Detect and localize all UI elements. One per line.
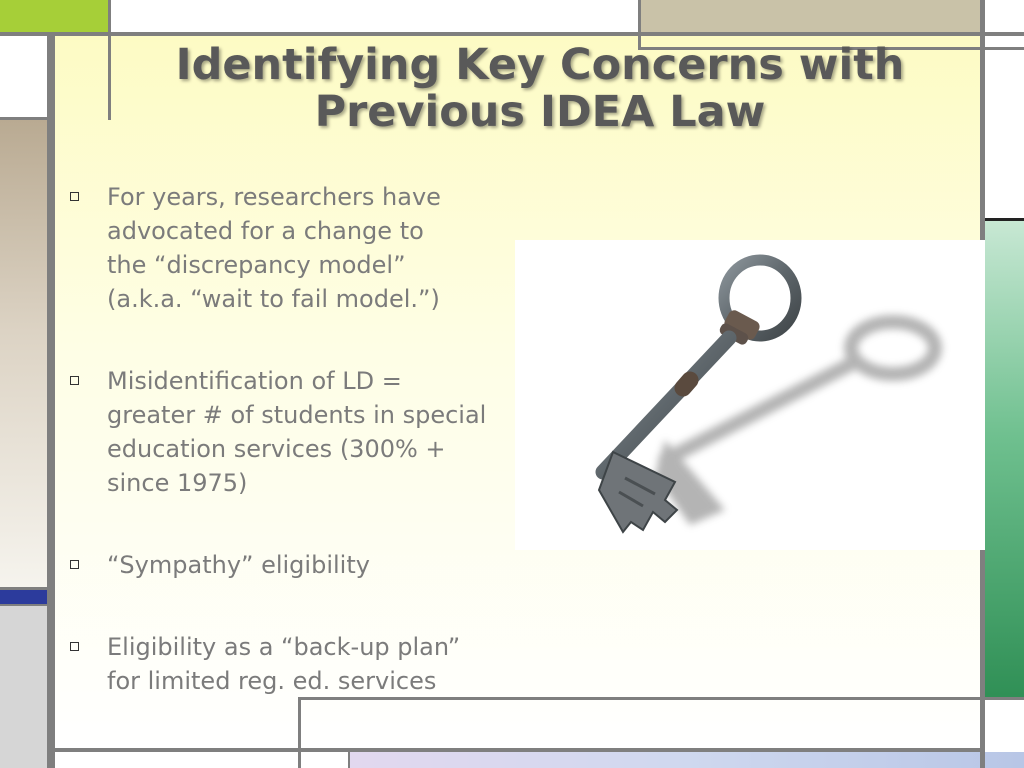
- bullet-line: greater # of students in special: [107, 401, 487, 429]
- slide-title-line-1: Identifying Key Concerns with: [175, 40, 905, 90]
- bullet-text: [107, 630, 537, 698]
- bullet-line: Eligibility as a “back-up plan”: [107, 633, 461, 661]
- grid-line: [298, 697, 301, 768]
- bullet-text: [107, 364, 537, 500]
- grid-line: [0, 604, 47, 606]
- bullet-line: Misidentification of LD =: [107, 367, 402, 395]
- slide-title-line-2: Previous IDEA Law: [314, 87, 766, 137]
- decor-blue-strip: [0, 590, 47, 604]
- decor-tan-column-left: [0, 120, 47, 590]
- key-picture: [515, 240, 985, 550]
- bullet-line: for limited reg. ed. services: [107, 667, 437, 695]
- decor-green-column-right: [985, 220, 1024, 700]
- bullet-line: since 1975): [107, 469, 248, 497]
- grid-line: [47, 748, 984, 752]
- decor-green-block-topleft: [0, 0, 110, 32]
- bullet-line: the “discrepancy model”: [107, 251, 406, 279]
- bullet-line: advocated for a change to: [107, 217, 424, 245]
- bullet-line: For years, researchers have: [107, 183, 441, 211]
- bullet-text: [107, 180, 537, 316]
- grid-line-dark: [985, 218, 1024, 221]
- square-bullet-icon: [70, 560, 79, 569]
- square-bullet-icon: [70, 376, 79, 385]
- decor-gray-block-left: [0, 606, 47, 768]
- key-icon: [515, 240, 985, 550]
- slide-title: [140, 42, 940, 136]
- bullet-text: [107, 548, 537, 582]
- bullet-line: “Sympathy” eligibility: [107, 551, 370, 579]
- square-bullet-icon: [70, 192, 79, 201]
- grid-line: [348, 752, 350, 768]
- grid-line: [0, 587, 47, 590]
- key-shadow: [655, 322, 935, 525]
- grid-line: [108, 0, 111, 120]
- bullet-line: (a.k.a. “wait to fail model.”): [107, 285, 440, 313]
- grid-line: [0, 32, 1024, 36]
- grid-line: [47, 32, 55, 768]
- bullet-line: education services (300% +: [107, 435, 446, 463]
- grid-line: [985, 697, 1024, 700]
- square-bullet-icon: [70, 642, 79, 651]
- decor-lavender-strip-bottom: [350, 752, 1024, 768]
- decor-tan-block-topright: [640, 0, 980, 32]
